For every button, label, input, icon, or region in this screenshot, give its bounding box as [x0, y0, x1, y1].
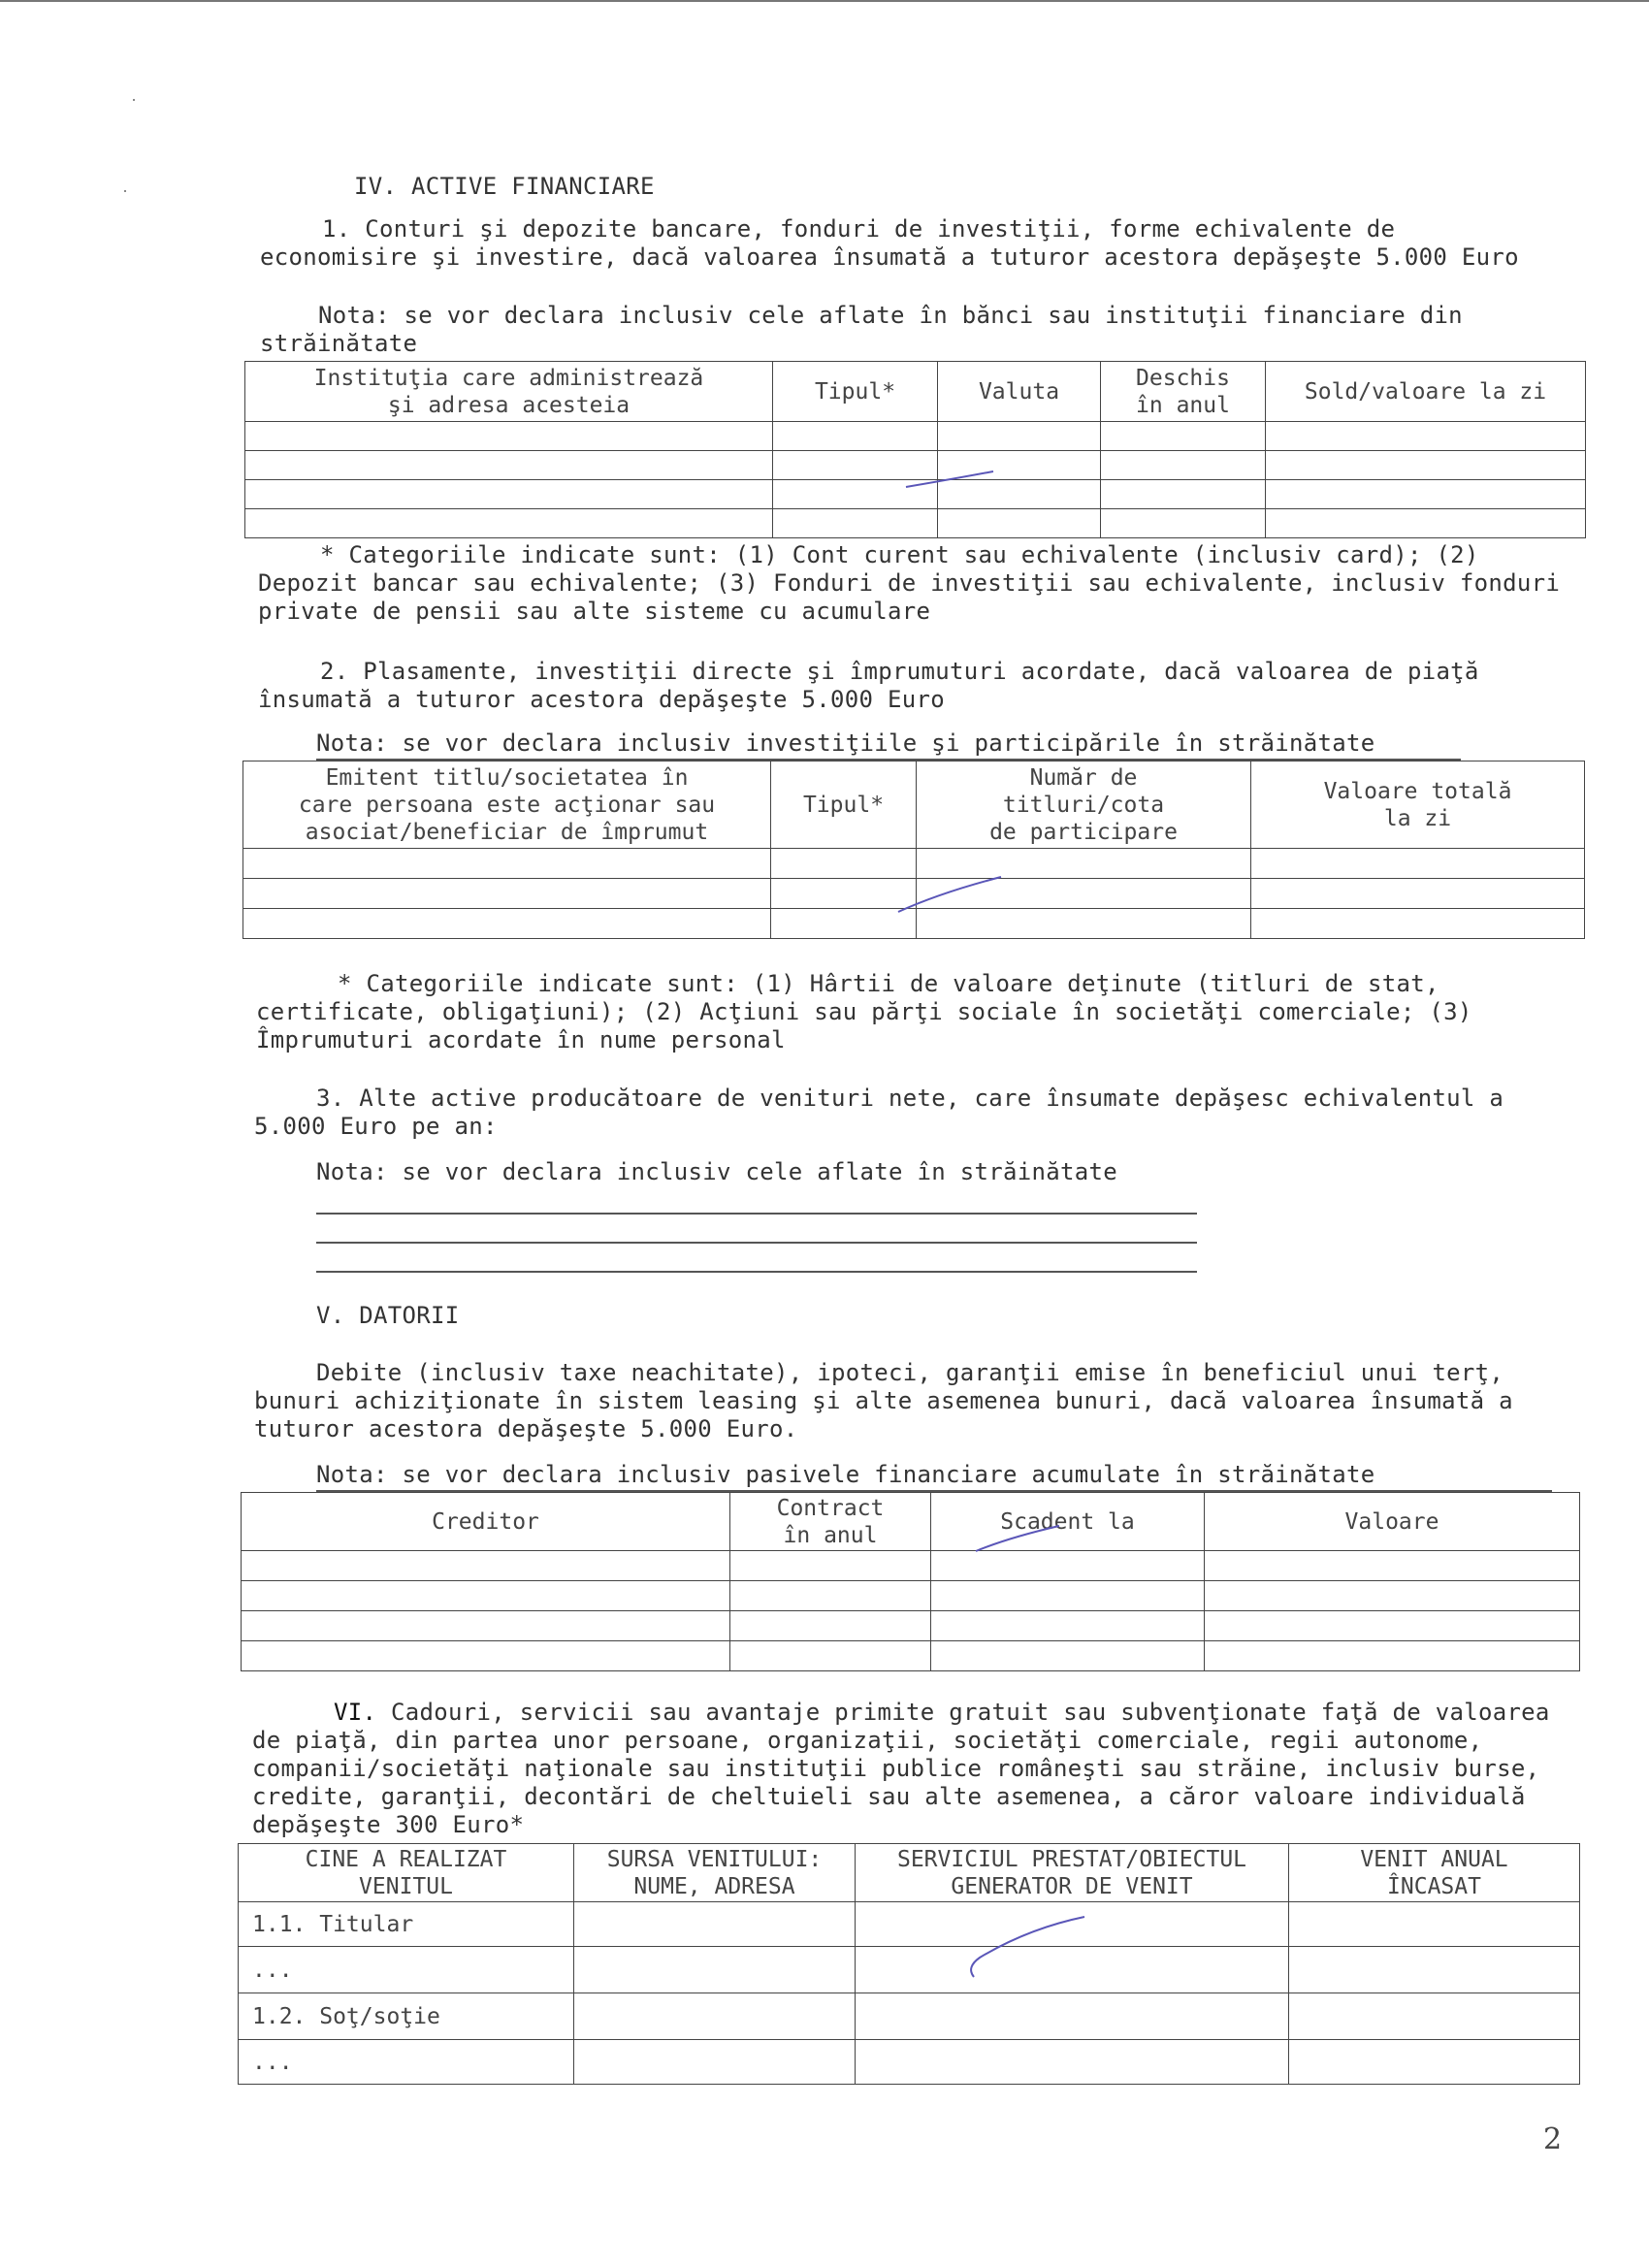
section-4-item-1-text: 1. Conturi şi depozite bancare, fonduri de investiţii, forme echivalente de economisire şi investire, dacă valoarea însumată a tuturor acestora depăşeşte 5.000 Euro	[260, 215, 1519, 271]
header-shares: Număr de titluri/cota de participare	[917, 761, 1251, 849]
header-due-date: Scadent la	[931, 1493, 1205, 1551]
scan-speck	[124, 190, 126, 192]
table-row	[245, 422, 1586, 451]
section-4-title: IV. ACTIVE FINANCIARE	[354, 173, 655, 200]
section-5-title: V. DATORII	[316, 1302, 460, 1329]
section-5-note: Nota: se vor declara inclusiv pasivele financiare acumulate în străinătate	[316, 1461, 1375, 1488]
section-4-item-1-footnote: * Categoriile indicate sunt: (1) Cont curent sau echivalente (inclusiv card); (2) Depozit bancar sau echivalente; (3) Fonduri de investiţii sau echivalente, inclusiv fonduri private de pensii sau alte sisteme cu acumulare	[258, 541, 1574, 625]
section-6-number: VI.	[334, 1699, 377, 1726]
pen-strike-mark	[902, 466, 999, 495]
answer-line	[316, 1213, 1197, 1215]
section-4-item-1-note: Nota: se vor declara inclusiv cele aflate în bănci sau instituţii financiare din străinătate	[260, 302, 1477, 357]
header-currency: Valuta	[938, 362, 1101, 422]
gifts-table	[238, 1843, 1580, 2085]
accounts-table	[244, 361, 1586, 538]
table-row	[239, 2040, 1580, 2085]
table-row	[239, 1902, 1580, 1947]
section-6-text	[252, 1699, 1571, 1839]
section-4-item-3-note: Nota: se vor declara inclusiv cele aflate în străinătate	[316, 1158, 1117, 1185]
table-row	[242, 1611, 1580, 1641]
top-border	[0, 0, 1649, 2]
table-row	[245, 509, 1586, 538]
table-row	[242, 1641, 1580, 1671]
row-label: ...	[239, 2040, 574, 2085]
header-source: SURSA VENITULUI: NUME, ADRESA	[574, 1844, 856, 1902]
section-4-item-2-text: 2. Plasamente, investiţii directe şi împrumuturi acordate, dacă valoarea de piaţă însumată a tuturor acestora depăşeşte 5.000 Euro	[258, 658, 1494, 713]
table-row	[239, 1993, 1580, 2040]
header-total-value: Valoare totală la zi	[1251, 761, 1585, 849]
section-4-item-2-note: Nota: se vor declara inclusiv investiţiile şi participările în străinătate	[316, 729, 1375, 757]
scan-speck	[133, 99, 135, 101]
pen-strike-mark	[970, 1518, 1067, 1557]
row-label: 1.2. Soţ/soţie	[239, 1993, 574, 2040]
header-value: Valoare	[1205, 1493, 1580, 1551]
answer-line	[316, 1271, 1197, 1273]
page-number: 2	[1543, 2122, 1563, 2156]
header-annual-income: VENIT ANUAL ÎNCASAT	[1289, 1844, 1580, 1902]
pen-strike-mark	[892, 871, 1009, 920]
header-opened-year: Deschis în anul	[1101, 362, 1266, 422]
header-contract-year: Contract în anul	[730, 1493, 931, 1551]
table-row	[239, 1947, 1580, 1993]
section-6-body: Cadouri, servicii sau avantaje primite gratuit sau subvenţionate faţă de valoarea de piaţă, din partea unor persoane, organizaţii, societăţi comerciale, regii autonome, companii/societăţi naţionale sau instituţii publice româneşti sau străine, inclusiv burse, credite, garanţii, decontări de cheltuieli sau alte asemenea, a căror valoare individuală depăşeşte 300 Euro*	[252, 1699, 1565, 1838]
table-row	[242, 1551, 1580, 1581]
section-4-item-3-text: 3. Alte active producătoare de venituri nete, care însumate depăşesc echivalentul a 5.000 Euro pe an:	[254, 1085, 1518, 1140]
header-institution: Instituţia care administrează şi adresa acesteia	[245, 362, 773, 422]
row-label: ...	[239, 1947, 574, 1993]
header-issuer: Emitent titlu/societatea în care persoana este acţionar sau asociat/beneficiar de împrumut	[243, 761, 771, 849]
debts-table	[241, 1492, 1580, 1671]
pen-strike-mark	[960, 1909, 1096, 1987]
header-recipient: CINE A REALIZAT VENITUL	[239, 1844, 574, 1902]
answer-line	[316, 1242, 1197, 1244]
section-5-text: Debite (inclusiv taxe neachitate), ipoteci, garanţii emise în beneficiul unui terţ, bunuri achiziţionate în sistem leasing şi alte asemenea bunuri, dacă valoarea însumată a tuturor acestora depăşeşte 5.000 Euro.	[254, 1359, 1528, 1442]
table-row	[242, 1581, 1580, 1611]
section-4-item-2-footnote: * Categoriile indicate sunt: (1) Hârtii de valoare deţinute (titluri de stat, certificate, obligaţiuni); (2) Acţiuni sau părţi sociale în societăţi comerciale; (3) Împrumuturi acordate în nume personal	[256, 970, 1487, 1053]
header-creditor: Creditor	[242, 1493, 730, 1551]
header-type: Tipul*	[771, 761, 917, 849]
header-type: Tipul*	[773, 362, 938, 422]
row-label: 1.1. Titular	[239, 1902, 574, 1947]
header-service: SERVICIUL PRESTAT/OBIECTUL GENERATOR DE VENIT	[856, 1844, 1289, 1902]
header-balance: Sold/valoare la zi	[1266, 362, 1586, 422]
